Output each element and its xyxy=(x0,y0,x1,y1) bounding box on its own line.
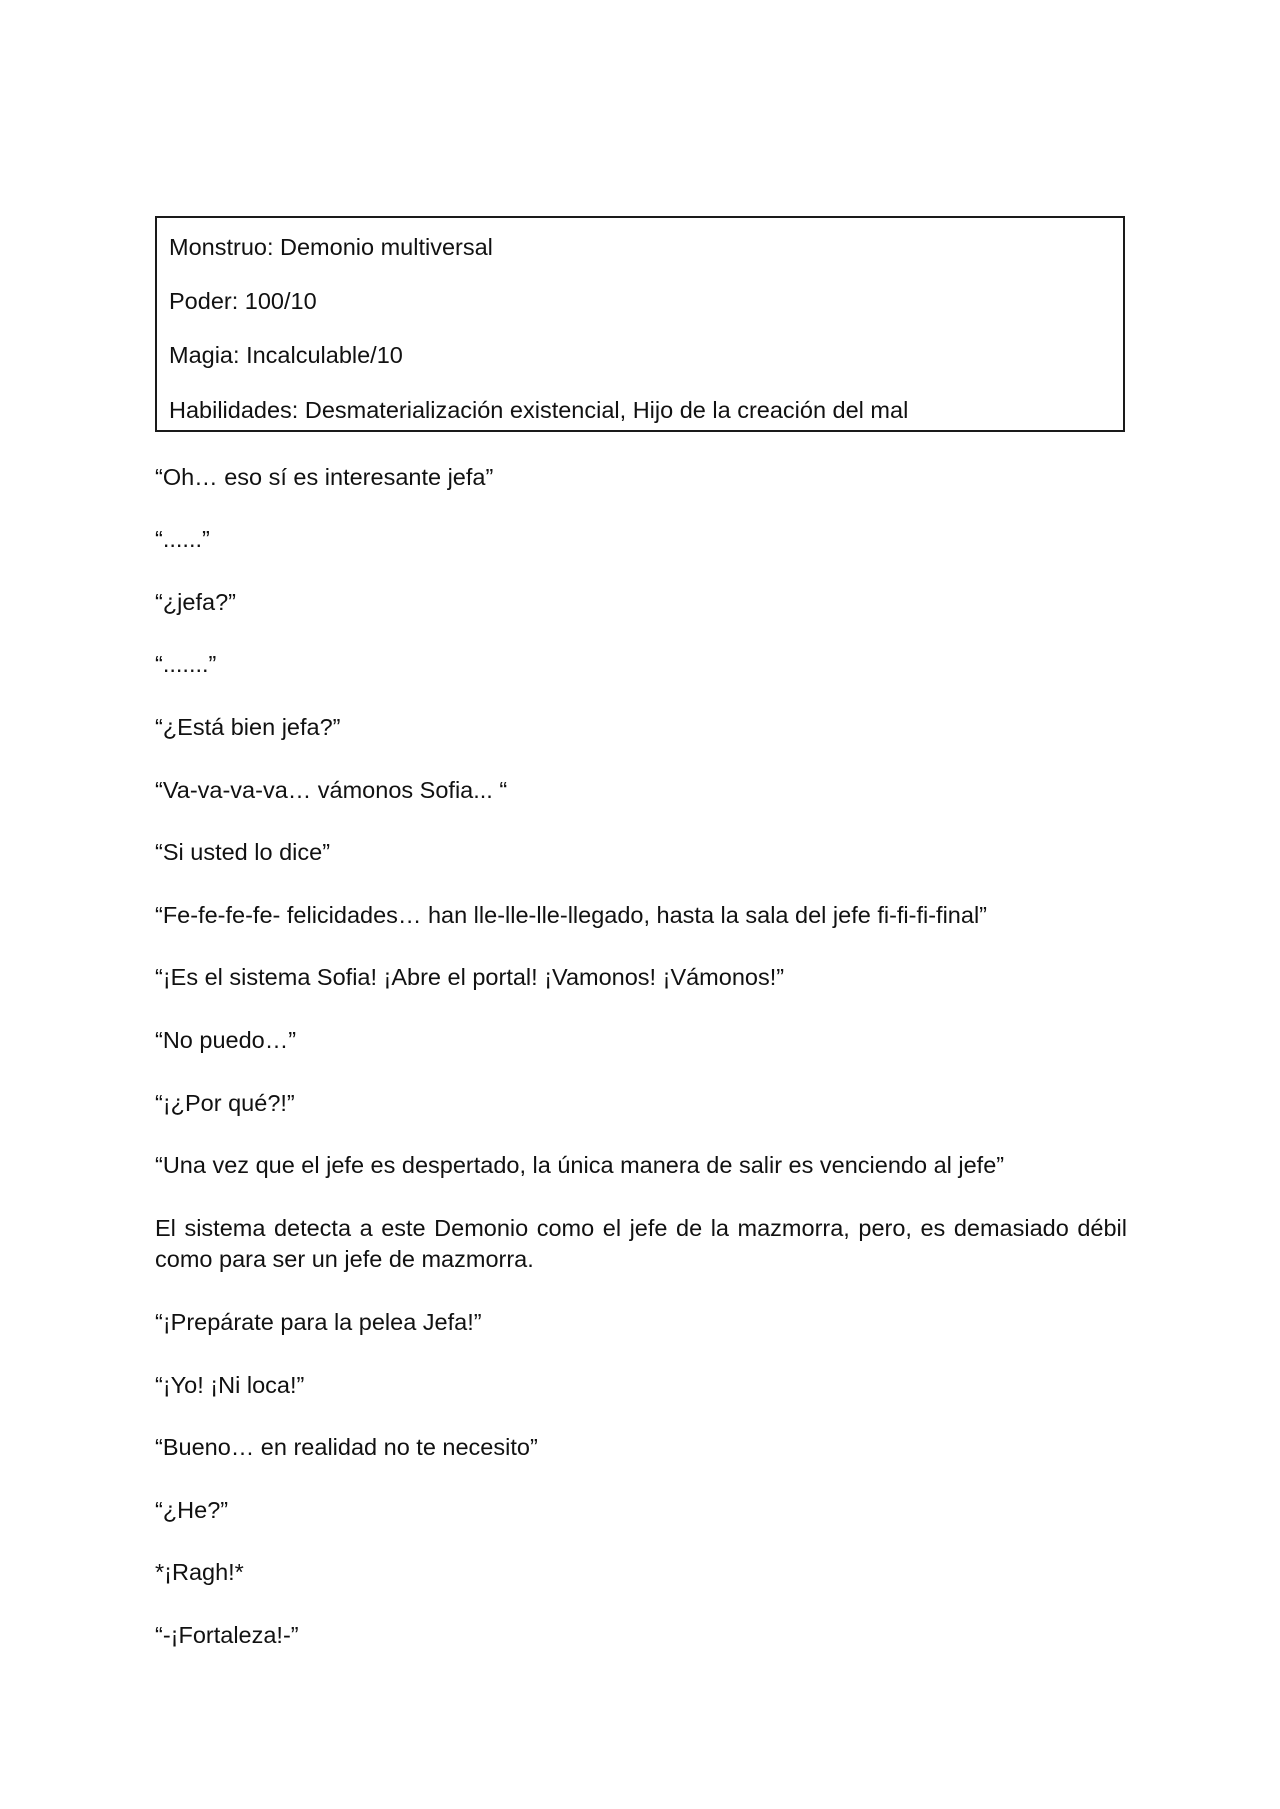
narration-paragraph: El sistema detecta a este Demonio como el jefe de la mazmorra, pero, es demasiado débil como para ser un jefe de mazmorra. xyxy=(155,1215,1127,1272)
paragraph: “¡Prepárate para la pelea Jefa!” xyxy=(155,1309,482,1335)
monster-stat-box xyxy=(155,216,1125,432)
stat-power: Poder: 100/10 xyxy=(169,288,317,314)
paragraph: “Oh… eso sí es interesante jefa” xyxy=(155,464,494,490)
paragraph: “Fe-fe-fe-fe- felicidades… han lle-lle-lle-llegado, hasta la sala del jefe fi-fi-fi-final” xyxy=(155,902,987,928)
stat-magic: Magia: Incalculable/10 xyxy=(169,342,403,368)
paragraph: “¿He?” xyxy=(155,1497,229,1523)
paragraph: “-¡Fortaleza!-” xyxy=(155,1622,299,1648)
paragraph: “¡¿Por qué?!” xyxy=(155,1090,295,1116)
paragraph: “¿Está bien jefa?” xyxy=(155,714,341,740)
paragraph: “¡Es el sistema Sofia! ¡Abre el portal! ¡Vamonos! ¡Vámonos!” xyxy=(155,964,785,990)
paragraph: “Bueno… en realidad no te necesito” xyxy=(155,1434,538,1460)
paragraph: “¡Yo! ¡Ni loca!” xyxy=(155,1372,305,1398)
paragraph: “¿jefa?” xyxy=(155,589,236,615)
sound-effect: *¡Ragh!* xyxy=(155,1559,244,1585)
paragraph: “.......” xyxy=(155,651,217,677)
paragraph: “Una vez que el jefe es despertado, la única manera de salir es venciendo al jefe” xyxy=(155,1152,1005,1178)
stat-abilities: Habilidades: Desmaterialización existencial, Hijo de la creación del mal xyxy=(169,397,909,423)
paragraph: “No puedo…” xyxy=(155,1027,297,1053)
paragraph: “Va-va-va-va… vámonos Sofia... “ xyxy=(155,777,508,803)
paragraph: “......” xyxy=(155,526,210,552)
stat-monster: Monstruo: Demonio multiversal xyxy=(169,234,493,260)
paragraph: “Si usted lo dice” xyxy=(155,839,331,865)
